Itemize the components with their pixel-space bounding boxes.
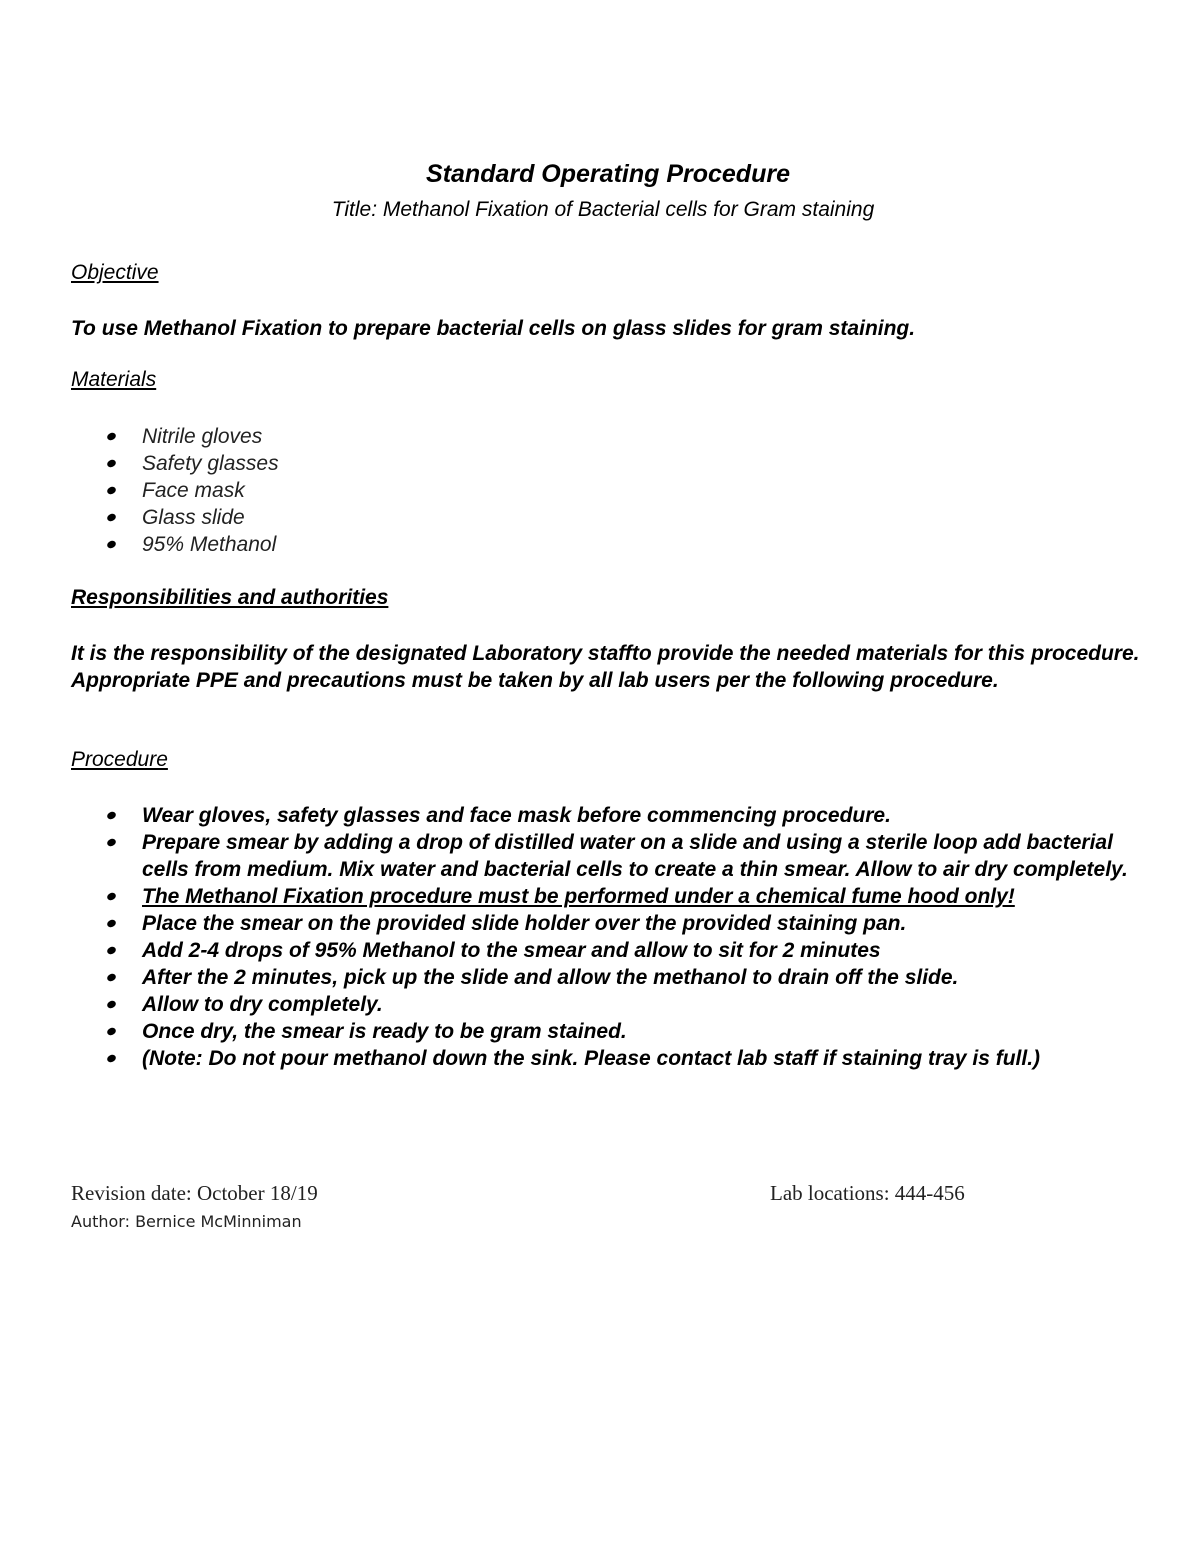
procedure-step: [105, 910, 1135, 937]
procedure-step: [105, 937, 1135, 964]
step-text: Wear gloves, safety glasses and face mask before commencing procedure.: [142, 804, 891, 827]
bullet-icon: [106, 999, 117, 1009]
step-text: Prepare smear by adding a drop of distilled water on a slide and using a sterile loop add bacterial cells from medium. Mix water and bacterial cells to create a thin smear. Allow to air dry completely.: [142, 831, 1128, 881]
bullet-icon: [106, 1026, 117, 1036]
objective-heading: Objective: [71, 261, 159, 284]
bullet-icon: [106, 512, 117, 522]
bullet-icon: [106, 837, 117, 847]
procedure-step: [105, 991, 1135, 1018]
procedure-heading: Procedure: [71, 748, 168, 771]
author: Author: Bernice McMinniman: [71, 1212, 302, 1231]
procedure-step: [105, 883, 1135, 910]
bullet-icon: [106, 458, 117, 468]
material-item: Glass slide: [142, 506, 245, 529]
procedure-step: [105, 964, 1135, 991]
step-text: After the 2 minutes, pick up the slide and allow the methanol to drain off the slide.: [142, 966, 959, 989]
responsibilities-heading: Responsibilities and authorities: [71, 586, 389, 609]
bullet-icon: [106, 431, 117, 441]
materials-list: [105, 423, 279, 558]
bullet-icon: [106, 972, 117, 982]
procedure-list: [105, 802, 1135, 1072]
revision-date: Revision date: October 18/19: [71, 1181, 318, 1205]
step-text: Add 2-4 drops of 95% Methanol to the smear and allow to sit for 2 minutes: [142, 939, 881, 962]
step-text: Place the smear on the provided slide holder over the provided staining pan.: [142, 912, 907, 935]
list-item: [105, 450, 279, 477]
bullet-icon: [106, 918, 117, 928]
material-item: Safety glasses: [142, 452, 279, 475]
document-title: Standard Operating Procedure: [426, 160, 790, 188]
procedure-step: [105, 829, 1135, 883]
list-item: [105, 531, 279, 558]
lab-locations: Lab locations: 444-456: [770, 1181, 965, 1205]
bullet-icon: [106, 891, 117, 901]
step-text: Once dry, the smear is ready to be gram stained.: [142, 1020, 627, 1043]
objective-text: To use Methanol Fixation to prepare bacterial cells on glass slides for gram staining.: [71, 317, 916, 340]
bullet-icon: [106, 945, 117, 955]
responsibilities-text: It is the responsibility of the designated Laboratory staffto provide the needed materials for this procedure. Appropriate PPE and precautions must be taken by all lab users per the following procedure.: [71, 642, 1140, 692]
procedure-step: [105, 802, 1135, 829]
bullet-icon: [106, 485, 117, 495]
list-item: [105, 477, 279, 504]
step-text: Allow to dry completely.: [142, 993, 383, 1016]
step-text: (Note: Do not pour methanol down the sink. Please contact lab staff if staining tray is full.): [142, 1047, 1041, 1070]
procedure-step: [105, 1018, 1135, 1045]
bullet-icon: [106, 1053, 117, 1063]
document-subtitle: Title: Methanol Fixation of Bacterial cells for Gram staining: [331, 198, 875, 221]
materials-heading: Materials: [71, 368, 157, 391]
material-item: Nitrile gloves: [142, 425, 263, 448]
list-item: [105, 504, 279, 531]
procedure-step: [105, 1045, 1135, 1072]
bullet-icon: [106, 539, 117, 549]
material-item: Face mask: [142, 479, 245, 502]
material-item: 95% Methanol: [142, 533, 277, 556]
step-text: The Methanol Fixation procedure must be performed under a chemical fume hood only!: [142, 885, 1015, 908]
list-item: [105, 423, 279, 450]
bullet-icon: [106, 810, 117, 820]
